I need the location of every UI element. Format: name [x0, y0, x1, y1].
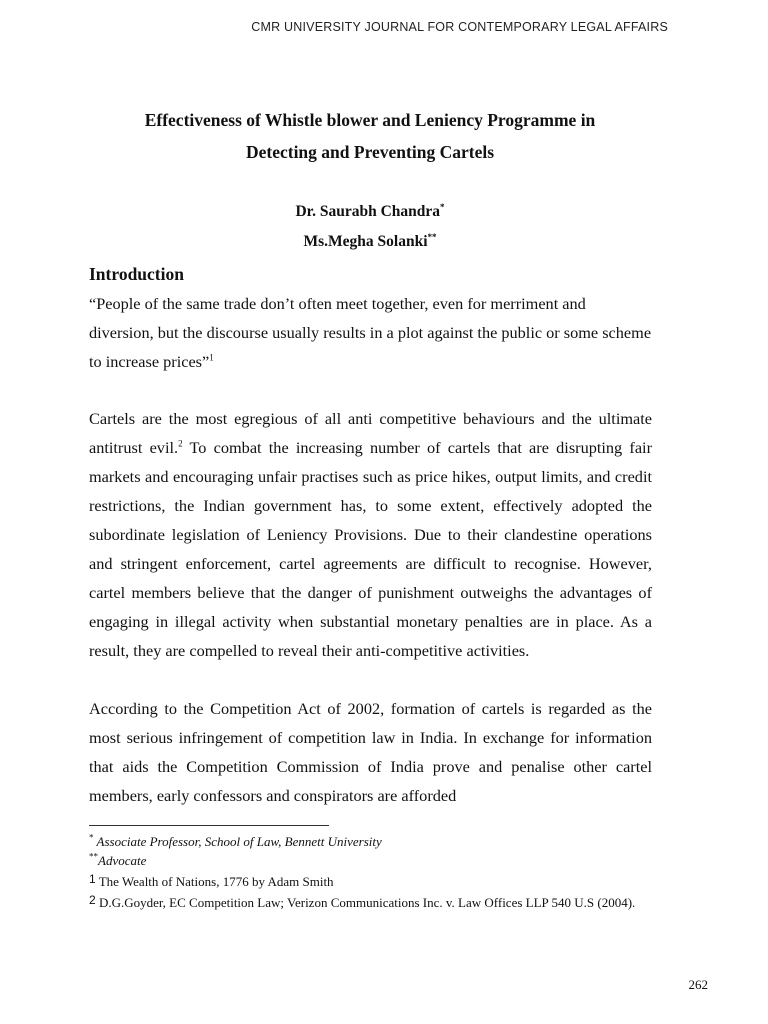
section-heading-introduction: Introduction [89, 264, 184, 284]
paragraph-1-part-2: To combat the increasing number of cartels that are disrupting fair markets and encouraging unfair practises such as price hikes, output limits, and credit restrictions, the Indian government has, to some extent, effectively adopted the subordinate legislation of Leniency Provisions. Due to their clandestine operations and stringent enforcement, cartel agreements are difficult to recognise. However, cartel members believe that the danger of punishment outweighs the advantages of engaging in illegal activity when substantial monetary penalties are in place. As a result, they are compelled to reveal their anti-competitive activities. [89, 438, 652, 660]
footnote-number: 2 [89, 893, 96, 907]
footnote-text: Advocate [98, 853, 147, 868]
paragraph-2 [89, 694, 652, 810]
author-1-name: Dr. Saurabh Chandra [295, 203, 441, 220]
footnotes [89, 832, 652, 912]
running-header: CMR UNIVERSITY JOURNAL FOR CONTEMPORARY LEGAL AFFAIRS [251, 20, 668, 34]
footnote-mark: * [89, 832, 94, 843]
footnote-1 [89, 870, 652, 891]
paragraph-1 [89, 404, 652, 665]
footnote-divider [89, 825, 329, 826]
author-1-footnote-mark: * [440, 201, 445, 212]
footnote-mark: ** [89, 851, 98, 862]
quote-text: “People of the same trade don’t often meet together, even for merriment and diversion, but the discourse usually results in a plot against the public or some scheme to increase prices” [89, 294, 652, 371]
page-number: 262 [688, 977, 708, 992]
footnote-text: Associate Professor, School of Law, Bennett University [96, 834, 382, 849]
footnote-ref-1: 1 [209, 352, 214, 363]
author-1 [90, 203, 650, 221]
footnote-number: 1 [89, 872, 96, 886]
opening-quote [89, 289, 652, 376]
article-title-line-2: Detecting and Preventing Cartels [245, 142, 495, 162]
footnote-2 [89, 891, 652, 912]
article-title-line-1: Effectiveness of Whistle blower and Leniency Programme in [144, 110, 596, 130]
paragraph-2-text: According to the Competition Act of 2002, formation of cartels is regarded as the most serious infringement of competition law in India. In exchange for information that aids the Competition Commission of India prove and penalise other cartel members, early confessors and conspirators are afforded [89, 699, 652, 805]
author-2-footnote-mark: ** [427, 231, 437, 242]
footnote-text: The Wealth of Nations, 1776 by Adam Smith [98, 874, 334, 889]
footnote-ref-2: 2 [178, 438, 183, 449]
footnote-text: D.G.Goyder, EC Competition Law; Verizon Communications Inc. v. Law Offices LLP 540 U.S (2004). [98, 895, 636, 910]
footnote-author-1 [89, 832, 652, 851]
author-2 [90, 233, 650, 251]
footnote-author-2 [89, 851, 652, 870]
paragraph-1-part-1: Cartels are the most egregious of all anti competitive behaviours and the ultimate antitrust evil. [89, 409, 652, 457]
author-2-name: Ms.Megha Solanki [303, 233, 428, 250]
